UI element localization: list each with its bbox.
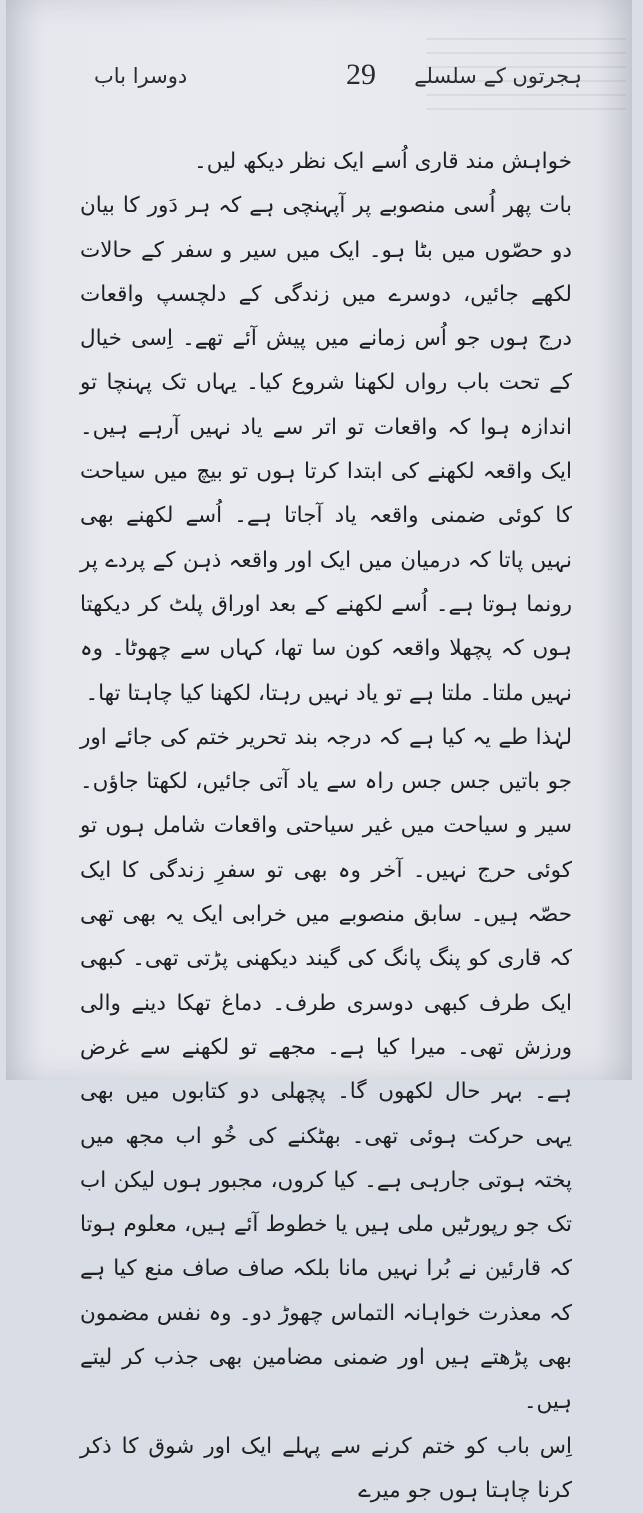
paragraph-2: بات پھر اُسی منصوبے پر آپہنچی ہے کہ ہر دَور کا بیان دو حصّوں میں بٹا ہو۔ ایک میں سیر و سفر کے حالات لکھے جائیں، دوسرے میں زندگی کے دلچسپ واقعات درج ہوں جو اُس زمانے میں پیش آئے تھے۔ اِسی خیال کے تحت باب رواں لکھنا شروع کیا۔ یہاں تک پہنچا تو اندازہ ہوا کہ واقعات تو اتر سے یاد نہیں آرہے ہیں۔ ایک واقعہ لکھنے کی ابتدا کرتا ہوں تو بیچ میں سیاحت کا کوئی ضمنی واقعہ یاد آجاتا ہے۔ اُسے لکھنے بھی نہیں پاتا کہ درمیان میں ایک اور واقعہ ذہن کے پردے پر رونما ہوتا ہے۔ اُسے لکھنے کے بعد اوراق پلٹ کر دیکھتا ہوں کہ پچھلا واقعہ کون سا تھا، کہاں سے چھوٹا۔ وہ نہیں ملتا۔ ملتا ہے تو یاد نہیں رہتا، لکھنا کیا چاہتا تھا۔ (80, 193, 572, 706)
page-number: 29 (346, 58, 376, 91)
body-text (80, 140, 572, 1513)
paragraph-1: خواہش مند قاری اُسے ایک نظر دیکھ لیں۔ (194, 149, 572, 174)
paragraph-4: اِس باب کو ختم کرنے سے پہلے ایک اور شوق کا ذکر کرنا چاہتا ہوں جو میرے (80, 1433, 572, 1503)
paragraph-3: لہٰذا طے یہ کیا ہے کہ درجہ بند تحریر ختم کی جائے اور جو باتیں جس جس راہ سے یاد آتی جائیں، لکھتا جاؤں۔ سیر و سیاحت میں غیر سیاحتی واقعات شامل ہوں تو کوئی حرج نہیں۔ آخر وہ بھی تو سفرِ زندگی کا ایک حصّہ ہیں۔ سابق منصوبے میں خرابی ایک یہ بھی تھی کہ قاری کو پنگ پانگ کی گیند دیکھنی پڑتی تھی۔ کبھی ایک طرف کبھی دوسری طرف۔ دماغ تھکا دینے والی ورزش تھی۔ میرا کیا ہے۔ مجھے تو لکھنے سے غرض ہے۔ بہر حال لکھوں گا۔ پچھلی دو کتابوں میں بھی یہی حرکت ہوئی تھی۔ بھٹکنے کی خُو اب مجھ میں پختہ ہوتی جارہی ہے۔ کیا کروں، مجبور ہوں لیکن اب تک جو رپورٹیں ملی ہیں یا خطوط آئے ہیں، معلوم ہوتا کہ قارئین نے بُرا نہیں مانا بلکہ صاف صاف منع کیا ہے کہ معذرت خواہانہ التماس چھوڑ دو۔ وہ نفس مضمون بھی پڑھتے ہیں اور ضمنی مضامین بھی جذب کر لیتے ہیں۔ (80, 724, 572, 1415)
book-page (6, 0, 632, 1503)
chapter-title: دوسرا باب (94, 64, 188, 88)
book-title: ہجرتوں کے سلسلے (414, 64, 582, 88)
running-header (66, 58, 586, 98)
